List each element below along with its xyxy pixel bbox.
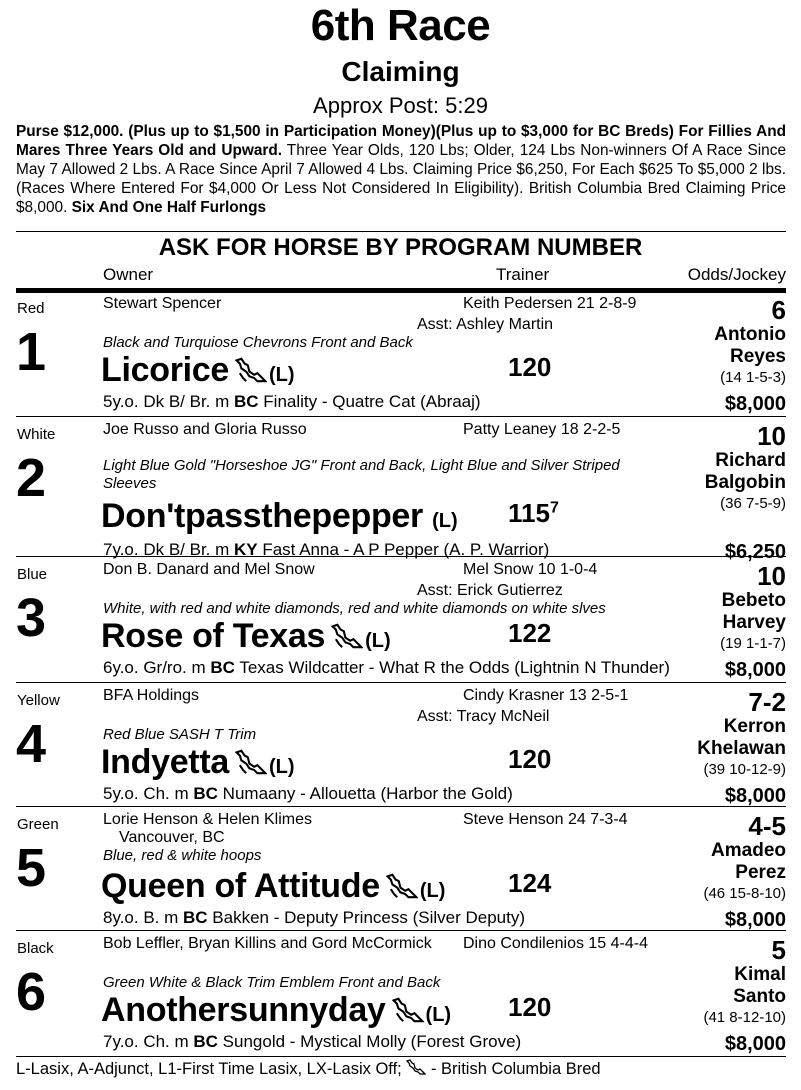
silks-description: Red Blue SASH T Trim	[103, 726, 257, 743]
trainer-name: Cindy Krasner 13 2-5-1	[463, 687, 629, 704]
trainer-name: Patty Leaney 18 2-2-5	[463, 421, 621, 438]
horse-name-line	[101, 616, 391, 661]
legend-text: L-Lasix, A-Adjunct, L1-First Time Lasix, LX-Lasix Off;	[16, 1060, 402, 1078]
lasix-indicator: (L)	[269, 364, 295, 386]
morning-line-odds: 6	[771, 295, 786, 325]
state-bred: BC	[210, 658, 235, 677]
jockey-stats: (19 1-1-7)	[720, 635, 786, 652]
jockey-last-name: Perez	[735, 862, 786, 883]
state-bred: KY	[234, 540, 258, 559]
jockey-last-name: Santo	[733, 986, 786, 1007]
saddle-cloth-color: Green	[17, 816, 59, 833]
weight-value: 124	[508, 868, 552, 898]
trainer-name: Dino Condilenios 15 4-4-4	[463, 935, 648, 952]
program-number: 6	[16, 962, 47, 1022]
british-columbia-map-icon	[235, 744, 267, 784]
distance-text: Six And One Half Furlongs	[71, 199, 267, 216]
state-bred: BC	[193, 1032, 218, 1051]
claiming-price: $8,000	[724, 659, 786, 681]
entry-divider	[16, 682, 786, 683]
horse-entry	[16, 810, 786, 930]
lasix-indicator: (L)	[365, 630, 391, 652]
horse-entry	[16, 420, 786, 563]
sire-dam: Texas Wildcatter - What R the Odds (Lightnin N Thunder)	[234, 658, 670, 677]
horse-name: Indyetta	[101, 743, 229, 781]
owner-name: BFA Holdings	[103, 687, 200, 704]
morning-line-odds: 7-2	[748, 687, 786, 717]
state-bred: BC	[183, 908, 208, 927]
horse-name-line	[101, 742, 295, 787]
assistant-trainer: Asst: Ashley Martin	[417, 316, 554, 333]
pedigree-line	[103, 658, 670, 678]
trainer-name: Keith Pedersen 21 2-8-9	[463, 295, 637, 312]
horse-entry	[16, 560, 786, 680]
race-type: Claiming	[341, 56, 460, 87]
post-time: Approx Post: 5:29	[313, 93, 488, 118]
owner-name: Stewart Spencer	[103, 295, 222, 312]
claiming-price: $8,000	[724, 909, 786, 931]
saddle-cloth-color: Blue	[17, 566, 48, 583]
horse-name: Queen of Attitude	[101, 867, 380, 905]
footer-legend	[16, 1058, 601, 1081]
pedigree-line	[103, 908, 525, 928]
jockey-stats: (14 1-5-3)	[720, 369, 786, 386]
age-sex: 5y.o. Dk B/ Br. m	[103, 392, 234, 411]
program-number: 1	[16, 322, 47, 382]
footer-divider	[16, 1056, 786, 1057]
header-divider	[16, 288, 786, 293]
pedigree-line	[103, 392, 481, 412]
age-sex: 5y.o. Ch. m	[103, 784, 194, 803]
assistant-trainer: Asst: Tracy McNeil	[417, 708, 550, 725]
state-bred: BC	[234, 392, 259, 411]
jockey-stats: (39 10-12-9)	[703, 761, 786, 778]
saddle-cloth-color: White	[17, 426, 56, 443]
lasix-indicator: (L)	[268, 756, 295, 778]
jockey-first-name: Kimal	[734, 964, 786, 985]
jockey-first-name: Amadeo	[711, 840, 786, 861]
weight	[508, 498, 559, 528]
purse-text: Purse $12,000. (Plus up to $1,500 in Participation Money)(Plus up to $3,000 for BC Breds) For Fillies And Mares Three Years Old and Upward.	[16, 123, 786, 159]
horse-name-line	[101, 496, 458, 541]
owner-location: Vancouver, BC	[119, 829, 225, 846]
trainer-name: Mel Snow 10 1-0-4	[463, 561, 598, 578]
race-title: 6th Race	[310, 1, 491, 50]
horse-name: Don'tpassthepepper	[101, 497, 423, 535]
pedigree-line	[103, 540, 549, 560]
saddle-cloth-color: Yellow	[17, 692, 60, 709]
age-sex: 7y.o. Dk B/ Br. m	[103, 540, 234, 559]
horse-name: Licorice	[101, 351, 229, 389]
sire-dam: Numaany - Allouetta (Harbor the Gold)	[217, 784, 513, 803]
entry-divider	[16, 806, 786, 807]
horse-name-line	[101, 350, 295, 395]
morning-line-odds: 4-5	[748, 811, 786, 841]
weight-value: 120	[508, 992, 552, 1022]
british-columbia-map-icon	[392, 992, 424, 1032]
british-columbia-map-icon	[406, 1059, 426, 1081]
program-number: 5	[16, 838, 47, 898]
horse-entry	[16, 934, 786, 1054]
ask-banner: ASK FOR HORSE BY PROGRAM NUMBER	[158, 234, 643, 261]
weight	[508, 992, 551, 1022]
silks-description: Green White & Black Trim Emblem Front and Back	[103, 974, 441, 991]
jockey-first-name: Bebeto	[721, 590, 786, 611]
weight	[508, 868, 551, 898]
pedigree-line	[103, 784, 513, 804]
owner-name: Lorie Henson & Helen Klimes	[103, 811, 312, 828]
weight-value: 115	[508, 498, 550, 528]
bc-legend-text: - British Columbia Bred	[426, 1060, 601, 1078]
silks-description: Blue, red & white hoops	[103, 847, 262, 864]
morning-line-odds: 5	[771, 935, 786, 965]
lasix-indicator: (L)	[432, 510, 458, 532]
owner-name: Don B. Danard and Mel Snow	[103, 561, 315, 578]
horse-name: Anothersunnyday	[101, 991, 386, 1029]
lasix-indicator: (L)	[425, 1004, 452, 1026]
horse-name-line	[101, 866, 445, 911]
weight	[508, 618, 551, 648]
jockey-first-name: Kerron	[723, 716, 786, 737]
jockey-last-name: Khelawan	[697, 738, 786, 759]
header-odds-jockey: Odds/Jockey	[687, 265, 786, 284]
program-number: 4	[16, 714, 47, 774]
header-trainer: Trainer	[496, 265, 550, 284]
jockey-stats: (46 15-8-10)	[703, 885, 786, 902]
jockey-last-name: Reyes	[730, 346, 786, 367]
age-sex: 7y.o. Ch. m	[103, 1032, 194, 1051]
jockey-stats: (36 7-5-9)	[720, 495, 786, 512]
sire-dam: Sungold - Mystical Molly (Forest Grove)	[217, 1032, 522, 1051]
entry-divider	[16, 930, 786, 931]
age-sex: 6y.o. Gr/ro. m	[103, 658, 211, 677]
weight-value: 120	[508, 744, 552, 774]
trainer-name: Steve Henson 24 7-3-4	[463, 811, 628, 828]
saddle-cloth-color: Red	[17, 300, 45, 317]
lasix-indicator: (L)	[419, 880, 446, 902]
morning-line-odds: 10	[757, 421, 786, 451]
british-columbia-map-icon	[331, 618, 363, 658]
weight	[508, 352, 551, 382]
sire-dam: Fast Anna - A P Pepper (A. P. Warrior)	[257, 540, 550, 559]
apprentice-allowance: 7	[549, 499, 559, 517]
claiming-price: $8,000	[724, 393, 786, 415]
assistant-trainer: Asst: Erick Gutierrez	[417, 582, 563, 599]
silks-description: Black and Turquiose Chevrons Front and Back	[103, 334, 413, 351]
jockey-last-name: Balgobin	[704, 472, 786, 493]
entry-divider	[16, 416, 786, 417]
saddle-cloth-color: Black	[17, 940, 54, 957]
horse-name: Rose of Texas	[101, 617, 326, 655]
horse-name-line	[101, 990, 451, 1035]
entry-divider	[16, 556, 786, 557]
british-columbia-map-icon	[386, 868, 418, 908]
silks-description: Light Blue Gold "Horseshoe JG" Front and Back, Light Blue and Silver Striped Sleeves	[103, 457, 620, 492]
weight-value: 120	[508, 352, 552, 382]
jockey-first-name: Antonio	[714, 324, 786, 345]
owner-name: Joe Russo and Gloria Russo	[103, 421, 307, 438]
program-number: 3	[16, 588, 47, 648]
sire-dam: Bakken - Deputy Princess (Silver Deputy)	[207, 908, 526, 927]
pedigree-line	[103, 1032, 521, 1052]
horse-entry	[16, 686, 786, 806]
race-conditions	[16, 122, 786, 217]
jockey-last-name: Harvey	[722, 612, 786, 633]
morning-line-odds: 10	[757, 561, 786, 591]
claiming-price: $6,250	[724, 541, 786, 563]
sire-dam: Finality - Quatre Cat (Abraaj)	[258, 392, 481, 411]
weight	[508, 744, 551, 774]
owner-name: Bob Leffler, Bryan Killins and Gord McCormick	[103, 935, 432, 952]
claiming-price: $8,000	[724, 1033, 786, 1055]
age-sex: 8y.o. B. m	[103, 908, 183, 927]
header-owner: Owner	[103, 265, 154, 284]
silks-description: White, with red and white diamonds, red and white diamonds on white slves	[103, 600, 606, 617]
horse-entry	[16, 294, 786, 414]
british-columbia-map-icon	[235, 352, 267, 392]
divider	[16, 231, 786, 232]
weight-value: 122	[508, 618, 552, 648]
jockey-stats: (41 8-12-10)	[703, 1009, 786, 1026]
jockey-first-name: Richard	[715, 450, 786, 471]
program-number: 2	[16, 448, 47, 508]
state-bred: BC	[193, 784, 218, 803]
conditions-body: Three Year Olds, 120 Lbs; Older, 124 Lbs Non-winners Of A Race Since May 7 Allowed 2 Lbs. A Race Since April 7 Allowed 4 Lbs. Claiming Price $6,250, For Each $625 To $5,000 2 lbs. (Races Where Entered For $4,000 Or Less Not Considered In Eligibility). British Columbia Bred Claiming Price $8,000.	[16, 142, 787, 216]
claiming-price: $8,000	[724, 785, 786, 807]
